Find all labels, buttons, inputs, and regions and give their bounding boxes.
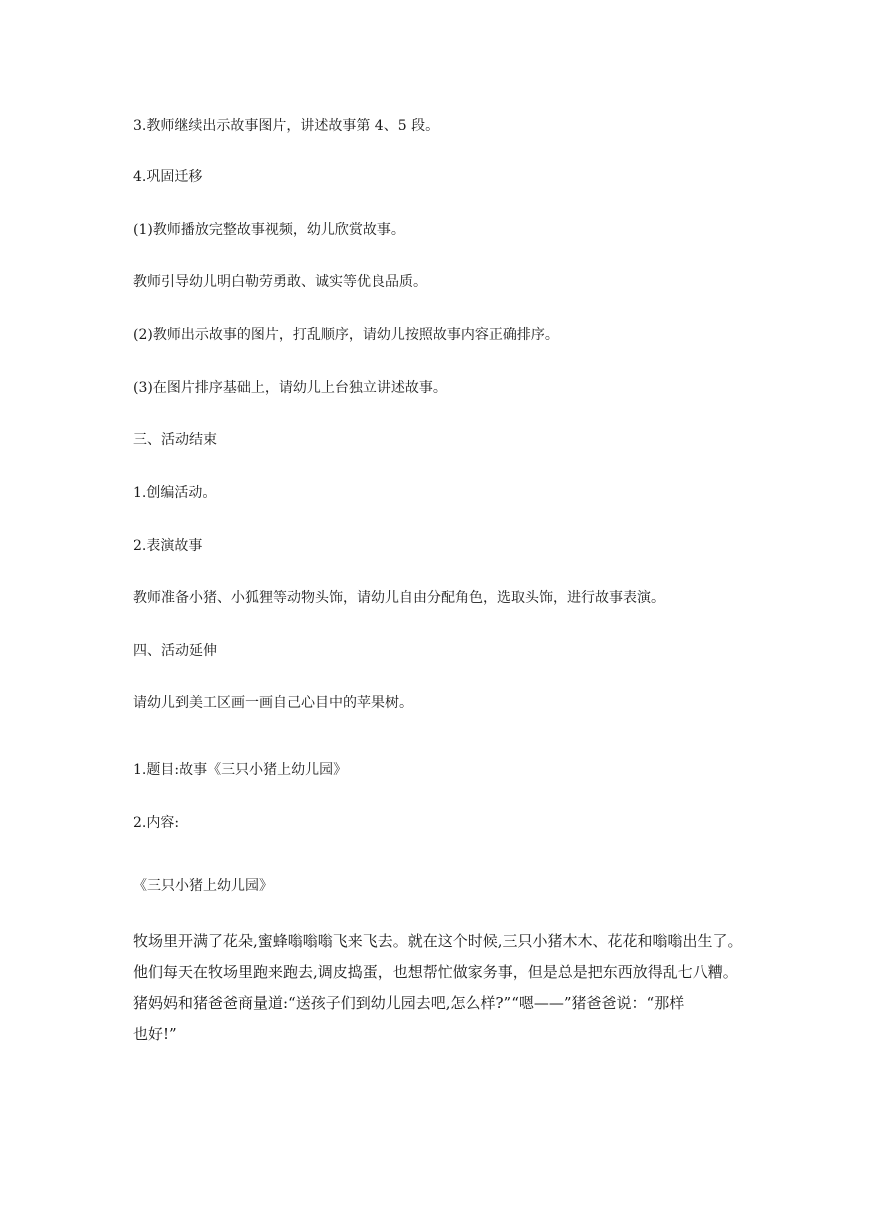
section-heading: 三、活动结束 [133, 432, 217, 448]
text-line: 请幼儿到美工区画一画自己心目中的苹果树。 [133, 695, 413, 711]
text-line: 教师准备小猪、小狐狸等动物头饰，请幼儿自由分配角色，选取头饰，进行故事表演。 [133, 590, 665, 606]
text-line: 2.内容: [133, 815, 180, 831]
text-line: (1)教师播放完整故事视频，幼儿欣赏故事。 [133, 222, 405, 238]
section-heading: 4.巩固迁移 [133, 169, 203, 185]
text-line: 1.题目:故事《三只小猪上幼儿园》 [133, 762, 348, 778]
section-heading: 四、活动延伸 [133, 643, 217, 659]
story-line: 他们每天在牧场里跑来跑去,调皮捣蛋，也想帮忙做家务事，但是总是把东西放得乱七八糟。 [133, 963, 738, 981]
story-paragraph [133, 926, 753, 1050]
text-line: (3)在图片排序基础上，请幼儿上台独立讲述故事。 [133, 380, 447, 396]
story-line: 猪妈妈和猪爸爸商量道:“送孩子们到幼儿园去吧,怎么样?”“嗯——”猪爸爸说：“那样 [133, 994, 685, 1012]
story-line: 也好!” [133, 1025, 177, 1043]
text-line: (2)教师出示故事的图片，打乱顺序，请幼儿按照故事内容正确排序。 [133, 327, 559, 343]
text-line: 教师引导幼儿明白勒劳勇敢、诚实等优良品质。 [133, 274, 427, 290]
text-line: 1.创编活动。 [133, 485, 217, 501]
story-title: 《三只小猪上幼儿园》 [133, 878, 273, 894]
text-line: 2.表演故事 [133, 538, 203, 554]
text-line: 3.教师继续出示故事图片，讲述故事第 4、5 段。 [133, 118, 440, 134]
story-line: 牧场里开满了花朵,蜜蜂嗡嗡嗡飞来飞去。就在这个时候,三只小猪木木、花花和嗡嗡出生了。 [133, 932, 743, 950]
